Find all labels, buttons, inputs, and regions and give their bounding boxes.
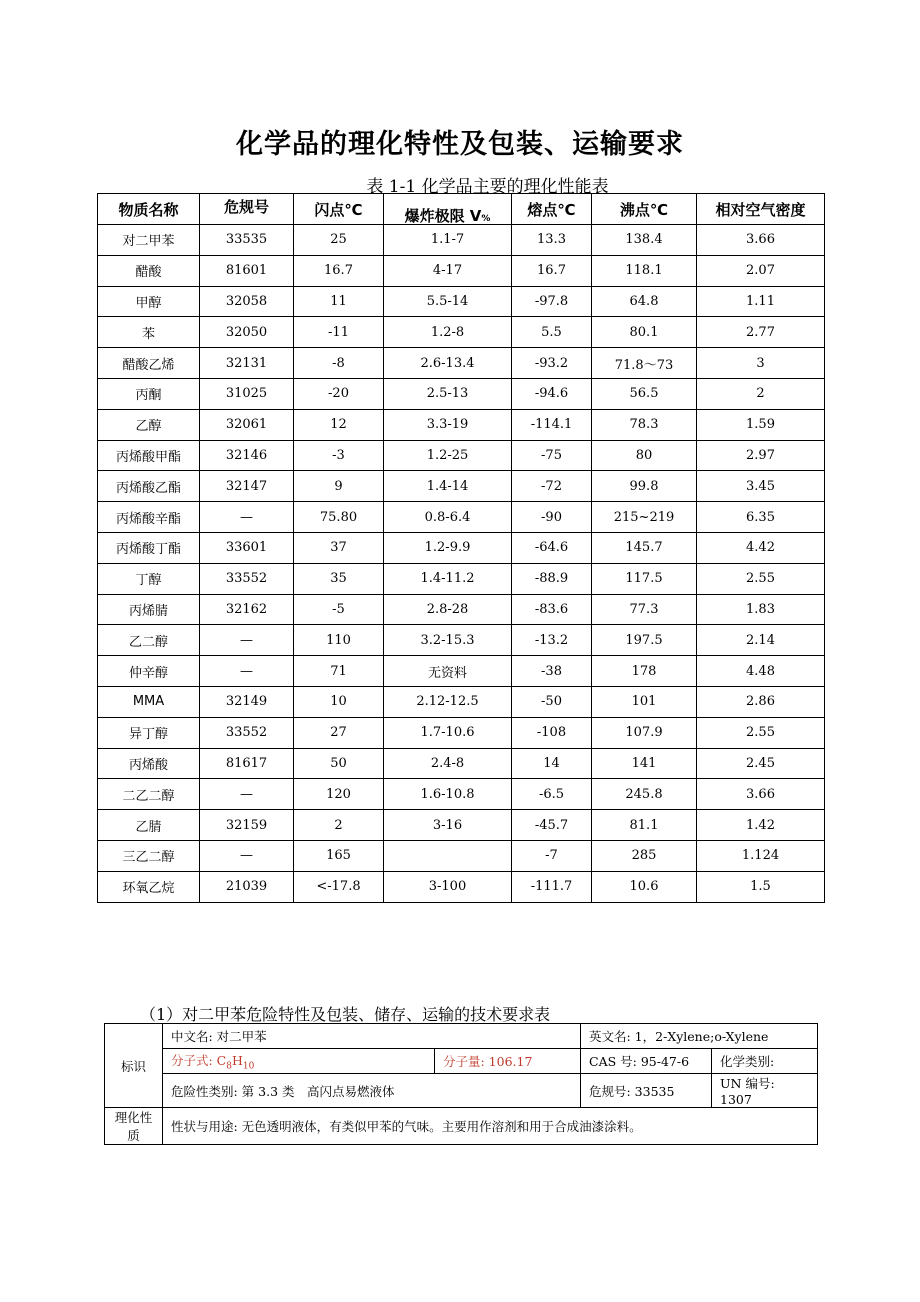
un-number: UN 编号: 1307 [712, 1074, 818, 1108]
cell-explosion-limit: 1.6-10.8 [384, 779, 512, 810]
cell-flash-point: -8 [294, 348, 384, 379]
cas-number: CAS 号: 95-47-6 [581, 1049, 712, 1074]
cell-hazard-number: 32146 [200, 440, 294, 471]
cell-explosion-limit: 1.4-14 [384, 471, 512, 502]
cell-flash-point: 35 [294, 563, 384, 594]
cell-hazard-number: — [200, 779, 294, 810]
cell-substance-name: 环氧乙烷 [98, 871, 200, 902]
cell-relative-density: 6.35 [697, 502, 825, 533]
cell-boiling-point: 80.1 [592, 317, 697, 348]
table-row [98, 378, 825, 409]
cell-explosion-limit: 3-16 [384, 810, 512, 841]
cell-flash-point: 12 [294, 409, 384, 440]
cell-relative-density: 2.97 [697, 440, 825, 471]
cell-hazard-number: 32061 [200, 409, 294, 440]
cell-flash-point: 71 [294, 656, 384, 687]
table-row [98, 594, 825, 625]
cell-flash-point: -11 [294, 317, 384, 348]
xylene-row-formula [105, 1049, 818, 1074]
cell-substance-name: 甲醇 [98, 286, 200, 317]
cell-substance-name: 仲辛醇 [98, 656, 200, 687]
header-substance-name: 物质名称 [98, 194, 200, 225]
physchem-label: 理化性质 [105, 1108, 163, 1145]
cell-explosion-limit: 1.1-7 [384, 225, 512, 256]
cell-substance-name: 醋酸乙烯 [98, 348, 200, 379]
cell-relative-density: 2 [697, 378, 825, 409]
cell-explosion-limit [384, 840, 512, 871]
cell-relative-density: 3 [697, 348, 825, 379]
cell-explosion-limit: 1.2-9.9 [384, 532, 512, 563]
hazard-number: 危规号: 33535 [581, 1074, 712, 1108]
cell-relative-density: 1.42 [697, 810, 825, 841]
cell-boiling-point: 10.6 [592, 871, 697, 902]
header-boiling-point: 沸点℃ [592, 194, 697, 225]
molecular-formula: 分子式: $C_8H_{10}$ [163, 1049, 435, 1074]
cell-relative-density: 4.48 [697, 656, 825, 687]
cell-explosion-limit: 无资料 [384, 656, 512, 687]
cell-boiling-point: 245.8 [592, 779, 697, 810]
cell-melting-point: -88.9 [512, 563, 592, 594]
cell-flash-point: -5 [294, 594, 384, 625]
properties-header-row [98, 194, 825, 225]
cell-melting-point: -114.1 [512, 409, 592, 440]
cell-hazard-number: — [200, 625, 294, 656]
cell-boiling-point: 80 [592, 440, 697, 471]
table-row [98, 409, 825, 440]
cell-hazard-number: 33535 [200, 225, 294, 256]
xylene-row-hazard [105, 1074, 818, 1108]
cell-relative-density: 1.59 [697, 409, 825, 440]
cell-flash-point: -3 [294, 440, 384, 471]
english-name: 英文名: 1，2-Xylene;o-Xylene [581, 1024, 818, 1049]
cell-boiling-point: 285 [592, 840, 697, 871]
cell-relative-density: 2.45 [697, 748, 825, 779]
cell-relative-density: 3.45 [697, 471, 825, 502]
cell-hazard-number: 81617 [200, 748, 294, 779]
table-row [98, 717, 825, 748]
cell-flash-point: 9 [294, 471, 384, 502]
properties-table [97, 193, 825, 903]
cell-boiling-point: 56.5 [592, 378, 697, 409]
cell-substance-name: 乙二醇 [98, 625, 200, 656]
cell-relative-density: 2.55 [697, 717, 825, 748]
cell-boiling-point: 64.8 [592, 286, 697, 317]
cell-melting-point: 13.3 [512, 225, 592, 256]
header-flash-point: 闪点℃ [294, 194, 384, 225]
cell-flash-point: <-17.8 [294, 871, 384, 902]
cell-explosion-limit: 1.7-10.6 [384, 717, 512, 748]
table-row [98, 286, 825, 317]
table-row [98, 440, 825, 471]
cell-explosion-limit: 2.4-8 [384, 748, 512, 779]
cell-explosion-limit: 4-17 [384, 255, 512, 286]
cell-flash-point: 2 [294, 810, 384, 841]
cell-relative-density: 3.66 [697, 225, 825, 256]
cell-boiling-point: 215~219 [592, 502, 697, 533]
table-row [98, 625, 825, 656]
cell-melting-point: -90 [512, 502, 592, 533]
cell-melting-point: -108 [512, 717, 592, 748]
cell-substance-name: 丙烯酸 [98, 748, 200, 779]
cell-substance-name: 丙酮 [98, 378, 200, 409]
cell-explosion-limit: 3.3-19 [384, 409, 512, 440]
cell-melting-point: -7 [512, 840, 592, 871]
cell-melting-point: -111.7 [512, 871, 592, 902]
cell-substance-name: 异丁醇 [98, 717, 200, 748]
cell-melting-point: -72 [512, 471, 592, 502]
cell-flash-point: 16.7 [294, 255, 384, 286]
xylene-spec-table [104, 1023, 818, 1145]
cell-melting-point: 14 [512, 748, 592, 779]
cell-flash-point: -20 [294, 378, 384, 409]
cell-flash-point: 27 [294, 717, 384, 748]
header-relative-density: 相对空气密度 [697, 194, 825, 225]
cell-explosion-limit: 1.4-11.2 [384, 563, 512, 594]
cell-boiling-point: 117.5 [592, 563, 697, 594]
cell-boiling-point: 178 [592, 656, 697, 687]
cell-substance-name: 三乙二醇 [98, 840, 200, 871]
cell-flash-point: 11 [294, 286, 384, 317]
cell-flash-point: 50 [294, 748, 384, 779]
cell-melting-point: -75 [512, 440, 592, 471]
cell-hazard-number: 81601 [200, 255, 294, 286]
cell-melting-point: -45.7 [512, 810, 592, 841]
table-row [98, 656, 825, 687]
cell-hazard-number: 32149 [200, 686, 294, 717]
cell-hazard-number: 33552 [200, 717, 294, 748]
cell-explosion-limit: 2.5-13 [384, 378, 512, 409]
cell-melting-point: -38 [512, 656, 592, 687]
cell-explosion-limit: 3-100 [384, 871, 512, 902]
cell-boiling-point: 138.4 [592, 225, 697, 256]
table-row [98, 532, 825, 563]
cell-explosion-limit: 3.2-15.3 [384, 625, 512, 656]
chinese-name: 中文名: 对二甲苯 [163, 1024, 581, 1049]
properties-table-body [98, 225, 825, 903]
table-row [98, 225, 825, 256]
header-hazard-number: 危规号 [200, 194, 294, 225]
cell-melting-point: 5.5 [512, 317, 592, 348]
table-row [98, 871, 825, 902]
cell-hazard-number: 31025 [200, 378, 294, 409]
cell-hazard-number: 32131 [200, 348, 294, 379]
cell-relative-density: 4.42 [697, 532, 825, 563]
cell-substance-name: 醋酸 [98, 255, 200, 286]
cell-melting-point: 16.7 [512, 255, 592, 286]
cell-relative-density: 3.66 [697, 779, 825, 810]
table-row [98, 810, 825, 841]
xylene-row-names [105, 1024, 818, 1049]
cell-substance-name: 乙腈 [98, 810, 200, 841]
cell-relative-density: 2.14 [697, 625, 825, 656]
cell-boiling-point: 141 [592, 748, 697, 779]
cell-hazard-number: 32159 [200, 810, 294, 841]
cell-melting-point: -97.8 [512, 286, 592, 317]
cell-substance-name: 丁醇 [98, 563, 200, 594]
cell-hazard-number: 33552 [200, 563, 294, 594]
cell-hazard-number: — [200, 840, 294, 871]
cell-relative-density: 2.07 [697, 255, 825, 286]
cell-explosion-limit: 0.8-6.4 [384, 502, 512, 533]
molecular-weight: 分子量: 106.17 [435, 1049, 581, 1074]
cell-flash-point: 10 [294, 686, 384, 717]
hazard-class: 危险性类别: 第 3.3 类 高闪点易燃液体 [163, 1074, 581, 1108]
table-row [98, 840, 825, 871]
cell-hazard-number: 32050 [200, 317, 294, 348]
page-title: 化学品的理化特性及包装、运输要求 [236, 129, 684, 160]
cell-melting-point: -13.2 [512, 625, 592, 656]
table-row [98, 563, 825, 594]
table-caption: 表 1-1 化学品主要的理化性能表 [366, 177, 609, 197]
cell-melting-point: -94.6 [512, 378, 592, 409]
cell-relative-density: 2.77 [697, 317, 825, 348]
table-row [98, 255, 825, 286]
identity-label: 标识 [105, 1024, 163, 1108]
cell-boiling-point: 118.1 [592, 255, 697, 286]
cell-melting-point: -50 [512, 686, 592, 717]
cell-flash-point: 25 [294, 225, 384, 256]
cell-hazard-number: 33601 [200, 532, 294, 563]
cell-melting-point: -93.2 [512, 348, 592, 379]
cell-relative-density: 1.11 [697, 286, 825, 317]
cell-boiling-point: 78.3 [592, 409, 697, 440]
cell-flash-point: 75.80 [294, 502, 384, 533]
cell-boiling-point: 81.1 [592, 810, 697, 841]
cell-substance-name: 丙烯腈 [98, 594, 200, 625]
cell-relative-density: 1.5 [697, 871, 825, 902]
cell-substance-name: 丙烯酸辛酯 [98, 502, 200, 533]
header-explosion-limit: 爆炸极限 V% [384, 194, 512, 225]
cell-substance-name: MMA [98, 686, 200, 717]
cell-flash-point: 165 [294, 840, 384, 871]
cell-hazard-number: 32058 [200, 286, 294, 317]
cell-relative-density: 2.55 [697, 563, 825, 594]
cell-melting-point: -83.6 [512, 594, 592, 625]
table-row [98, 502, 825, 533]
cell-explosion-limit: 1.2-25 [384, 440, 512, 471]
table-row [98, 348, 825, 379]
header-melting-point: 熔点℃ [512, 194, 592, 225]
table-row [98, 317, 825, 348]
cell-boiling-point: 145.7 [592, 532, 697, 563]
cell-relative-density: 2.86 [697, 686, 825, 717]
cell-substance-name: 二乙二醇 [98, 779, 200, 810]
cell-hazard-number: 32147 [200, 471, 294, 502]
cell-melting-point: -64.6 [512, 532, 592, 563]
cell-hazard-number: — [200, 502, 294, 533]
cell-explosion-limit: 2.6-13.4 [384, 348, 512, 379]
xylene-row-physchem [105, 1108, 818, 1145]
cell-hazard-number: — [200, 656, 294, 687]
xylene-section-caption: （1）对二甲苯危险特性及包装、储存、运输的技术要求表 [140, 1005, 551, 1024]
cell-explosion-limit: 2.8-28 [384, 594, 512, 625]
table-row [98, 779, 825, 810]
cell-flash-point: 120 [294, 779, 384, 810]
cell-substance-name: 丙烯酸甲酯 [98, 440, 200, 471]
cell-substance-name: 丙烯酸乙酯 [98, 471, 200, 502]
cell-boiling-point: 107.9 [592, 717, 697, 748]
table-row [98, 748, 825, 779]
cell-substance-name: 乙醇 [98, 409, 200, 440]
cell-boiling-point: 101 [592, 686, 697, 717]
properties-usage: 性状与用途: 无色透明液体，有类似甲苯的气味。主要用作溶剂和用于合成油漆涂料。 [163, 1108, 818, 1145]
cell-flash-point: 37 [294, 532, 384, 563]
cell-explosion-limit: 5.5-14 [384, 286, 512, 317]
cell-flash-point: 110 [294, 625, 384, 656]
table-row [98, 686, 825, 717]
cell-explosion-limit: 2.12-12.5 [384, 686, 512, 717]
cell-substance-name: 对二甲苯 [98, 225, 200, 256]
cell-substance-name: 苯 [98, 317, 200, 348]
cell-explosion-limit: 1.2-8 [384, 317, 512, 348]
cell-boiling-point: 77.3 [592, 594, 697, 625]
cell-boiling-point: 197.5 [592, 625, 697, 656]
cell-boiling-point: 99.8 [592, 471, 697, 502]
cell-melting-point: -6.5 [512, 779, 592, 810]
cell-boiling-point: 71.8～73 [592, 348, 697, 379]
chemical-class: 化学类别: [712, 1049, 818, 1074]
cell-substance-name: 丙烯酸丁酯 [98, 532, 200, 563]
table-row [98, 471, 825, 502]
cell-hazard-number: 32162 [200, 594, 294, 625]
cell-relative-density: 1.83 [697, 594, 825, 625]
cell-relative-density: 1.124 [697, 840, 825, 871]
cell-hazard-number: 21039 [200, 871, 294, 902]
